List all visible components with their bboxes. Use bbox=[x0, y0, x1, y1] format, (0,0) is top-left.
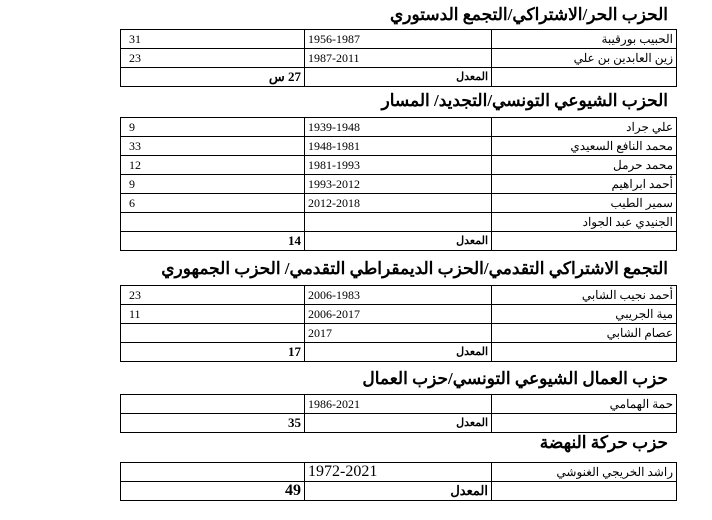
leader-name: الجنيدي عبد الجواد bbox=[492, 213, 677, 232]
table-row bbox=[121, 118, 677, 137]
summary-row bbox=[121, 343, 677, 362]
section-title-constitutional: الحزب الحر/الاشتراكي/التجمع الدستوري bbox=[389, 5, 668, 24]
empty-cell bbox=[492, 232, 677, 251]
leader-name: راشد الخريجي الغنوشي bbox=[492, 463, 677, 482]
leader-duration: 9 bbox=[121, 175, 305, 194]
leader-name: أحمد نجيب الشابي bbox=[492, 286, 677, 305]
leader-duration bbox=[121, 395, 305, 414]
leader-years: 2017 bbox=[305, 324, 492, 343]
leader-duration: 23 bbox=[121, 49, 305, 68]
average-label: المعدل bbox=[305, 232, 492, 251]
table-workers bbox=[120, 394, 677, 433]
leader-duration bbox=[121, 463, 305, 482]
table-row bbox=[121, 156, 677, 175]
table-row bbox=[121, 175, 677, 194]
empty-cell bbox=[492, 414, 677, 433]
leader-name: عصام الشابي bbox=[492, 324, 677, 343]
leader-years: 1948-1981 bbox=[305, 137, 492, 156]
table-communist bbox=[120, 117, 677, 251]
summary-row bbox=[121, 232, 677, 251]
summary-row bbox=[121, 482, 677, 501]
leader-years: 1993-2012 bbox=[305, 175, 492, 194]
leader-duration: 12 bbox=[121, 156, 305, 175]
leader-name: الحبيب بورقيبة bbox=[492, 30, 677, 49]
average-label: المعدل bbox=[305, 482, 492, 501]
empty-cell bbox=[492, 343, 677, 362]
leader-name: محمد النافع السعيدي bbox=[492, 137, 677, 156]
leader-duration bbox=[121, 213, 305, 232]
average-value: 27 س bbox=[121, 68, 305, 87]
leader-name: علي جراد bbox=[492, 118, 677, 137]
table-ennahda bbox=[120, 462, 677, 501]
leader-years: 2006-1983 bbox=[305, 286, 492, 305]
average-value: 14 bbox=[121, 232, 305, 251]
leader-years: 1972-2021 bbox=[305, 463, 492, 482]
section-title-communist: الحزب الشيوعي التونسي/التجديد/ المسار bbox=[381, 91, 668, 110]
average-value: 35 bbox=[121, 414, 305, 433]
leader-years: 2012-2018 bbox=[305, 194, 492, 213]
table-constitutional bbox=[120, 29, 677, 87]
leader-duration: 9 bbox=[121, 118, 305, 137]
leader-duration: 31 bbox=[121, 30, 305, 49]
table-row bbox=[121, 463, 677, 482]
average-value: 49 bbox=[121, 482, 305, 501]
table-row bbox=[121, 395, 677, 414]
leader-name: مية الجريبي bbox=[492, 305, 677, 324]
empty-cell bbox=[492, 482, 677, 501]
leader-duration: 23 bbox=[121, 286, 305, 305]
table-row bbox=[121, 194, 677, 213]
table-republican bbox=[120, 285, 677, 362]
empty-cell bbox=[492, 68, 677, 87]
table-row bbox=[121, 324, 677, 343]
leader-duration: 33 bbox=[121, 137, 305, 156]
leader-years: 1986-2021 bbox=[305, 395, 492, 414]
leader-duration: 6 bbox=[121, 194, 305, 213]
leader-name: أحمد ابراهيم bbox=[492, 175, 677, 194]
average-label: المعدل bbox=[305, 68, 492, 87]
leader-years: 1987-2011 bbox=[305, 49, 492, 68]
leader-name: سمير الطيب bbox=[492, 194, 677, 213]
leader-name: حمة الهمامي bbox=[492, 395, 677, 414]
leader-years: 1939-1948 bbox=[305, 118, 492, 137]
table-row bbox=[121, 49, 677, 68]
leader-years bbox=[305, 213, 492, 232]
average-value: 17 bbox=[121, 343, 305, 362]
section-title-workers: حزب العمال الشيوعي التونسي/حزب العمال bbox=[362, 369, 668, 388]
table-row bbox=[121, 137, 677, 156]
table-row bbox=[121, 286, 677, 305]
table-row bbox=[121, 213, 677, 232]
leader-duration bbox=[121, 324, 305, 343]
section-title-ennahda: حزب حركة النهضة bbox=[539, 433, 668, 452]
average-label: المعدل bbox=[305, 414, 492, 433]
table-row bbox=[121, 305, 677, 324]
leader-name: محمد حرمل bbox=[492, 156, 677, 175]
table-row bbox=[121, 30, 677, 49]
leader-duration: 11 bbox=[121, 305, 305, 324]
leader-name: زين العابدين بن علي bbox=[492, 49, 677, 68]
leader-years: 1956-1987 bbox=[305, 30, 492, 49]
leader-years: 1981-1993 bbox=[305, 156, 492, 175]
section-title-republican: التجمع الاشتراكي التقدمي/الحزب الديمقراطي التقدمي/ الحزب الجمهوري bbox=[161, 259, 668, 278]
summary-row bbox=[121, 68, 677, 87]
leader-years: 2006-2017 bbox=[305, 305, 492, 324]
average-label: المعدل bbox=[305, 343, 492, 362]
summary-row bbox=[121, 414, 677, 433]
